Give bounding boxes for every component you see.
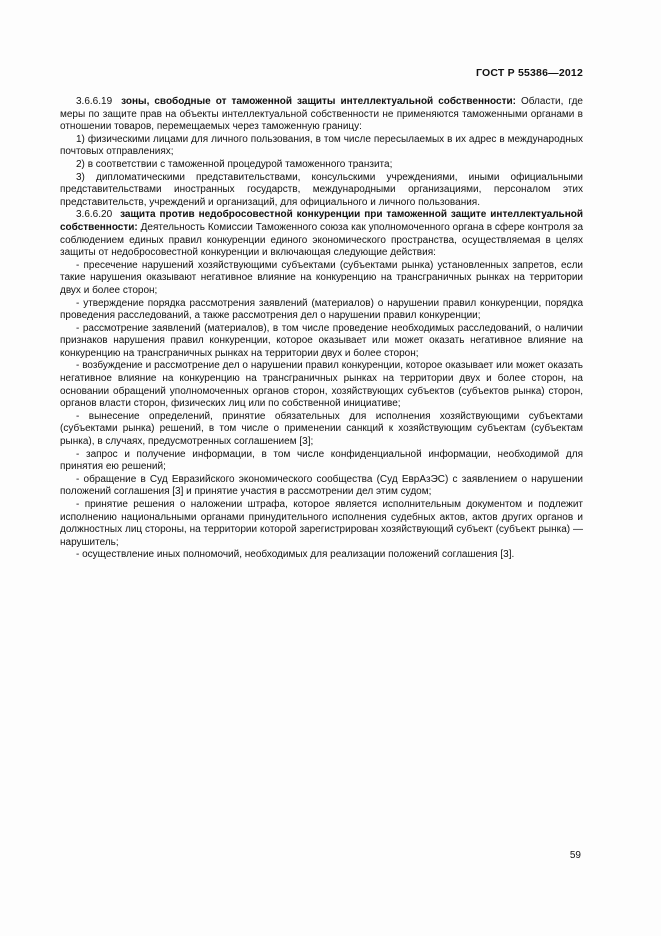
- list-item: [60, 449, 583, 474]
- list-item-text: в соответствии с таможенной процедурой таможенного транзита;: [87, 158, 393, 170]
- list-item-text: рассмотрение заявлений (материалов), в том числе проведение необходимых расследований, о наличии признаков нарушения правил конкуренции, которое оказывает или может оказать негативное влияние на конкуренцию на трансграничных рынках на территории двух и более сторон;: [60, 322, 583, 359]
- list-item: [60, 134, 583, 159]
- list-marker: -: [76, 448, 80, 460]
- standard-header: ГОСТ Р 55386—2012: [475, 67, 583, 79]
- list-item-text: физическими лицами для личного пользования, в том числе пересылаемых в их адрес в международных почтовых отправлениях;: [60, 133, 584, 158]
- section-definition: Деятельность Комиссии Таможенного союза как уполномоченного органа в сфере контроля за соблюдением единых правил конкуренции единого экономического пространства, осуществляемая в целях защиты от недобросовестной конкуренции и включающая следующие действия:: [60, 221, 584, 259]
- section-3-6-6-20: [60, 209, 583, 259]
- list-item-text: возбуждение и рассмотрение дел о нарушении правил конкуренции, которое оказывает или может оказать негативное влияние на конкуренцию на трансграничных рынках на территории двух и более сторон, на основании обращений уполномоченных органов сторон, хозяйствующих субъектов (субъектов рынка) сторон, органов власти сторон, физических лиц или по собственной инициативе;: [60, 360, 583, 410]
- list-item-text: принятие решения о наложении штрафа, которое является исполнительным документом и подлежит исполнению национальными органами принудительного исполнения судебных актов, актов других органов и должностных лиц стороны, на территории которой зарегистрирован хозяйствующий субъект (субъект рынка) — нарушитель;: [60, 499, 583, 548]
- list-item: [60, 172, 583, 210]
- section-definition: Области, где меры по защите прав на объекты интеллектуальной собственности не применяются таможенными органами в отношении товаров, перемещаемых через таможенную границу:: [60, 96, 583, 133]
- list-item: [60, 260, 583, 298]
- section-term: защита против недобросовестной конкуренции при таможенной защите интеллектуальной собственности:: [60, 209, 583, 233]
- list-item: [60, 159, 583, 172]
- list-item-text: вынесение определений, принятие обязательных для исполнения хозяйствующими субъектами (субъектами рынка) решений, в том числе о применении санкций к хозяйствующим субъектам (субъектам рынка), в случаях, предусмотренных соглашением [3];: [60, 410, 583, 448]
- list-marker: -: [76, 499, 80, 510]
- list-item: [60, 360, 583, 410]
- page-number: 59: [569, 850, 581, 861]
- list-item: [60, 298, 583, 323]
- list-marker: -: [76, 473, 80, 485]
- list-marker: -: [76, 297, 80, 309]
- list-marker: 1): [76, 133, 85, 145]
- list-item-text: запрос и получение информации, в том числе конфиденциальной информации, необходимой для принятия ею решений;: [60, 448, 583, 473]
- list-marker: -: [76, 259, 80, 271]
- section-term: зоны, свободные от таможенной защиты интеллектуальной собственности:: [121, 96, 516, 107]
- section-number: 3.6.6.20: [76, 209, 113, 221]
- list-item: [60, 499, 583, 549]
- document-body: [60, 96, 583, 562]
- list-item-text: дипломатическими представительствами, консульскими учреждениями, иными официальными представительствами иностранных государств, международными организациями, персоналом этих представительств, учреждений и организаций, для официального и личного пользования.: [60, 171, 583, 208]
- list-item: [60, 411, 583, 449]
- list-item-text: утверждение порядка рассмотрения заявлений (материалов) о нарушении правил конкуренции, порядка проведения расследований, а также рассмотрения дел о нарушении правил конкуренции;: [60, 297, 584, 322]
- list-marker: -: [76, 549, 80, 561]
- list-item-text: осуществление иных полномочий, необходимых для реализации положений соглашения [3].: [82, 549, 515, 561]
- list-item: [60, 323, 583, 361]
- list-marker: -: [76, 410, 80, 422]
- list-marker: -: [76, 360, 80, 372]
- list-marker: 3): [76, 171, 85, 183]
- list-item-text: обращение в Суд Евразийского экономического сообщества (Суд ЕврАзЭС) с заявлением о нарушении положений соглашения [3] и принятие участия в рассмотрении дел этим судом;: [60, 473, 583, 498]
- section-number: 3.6.6.19: [76, 96, 113, 107]
- list-item: [60, 549, 583, 562]
- list-marker: -: [76, 322, 80, 334]
- section-3-6-6-19: [60, 96, 583, 134]
- list-marker: 2): [76, 158, 85, 170]
- list-item-text: пресечение нарушений хозяйствующими субъектами (субъектами рынка) установленных запретов, если такие нарушения оказывают негативное влияние на конкуренцию на трансграничных рынках на территории двух и более сторон;: [60, 259, 584, 296]
- list-item: [60, 474, 583, 499]
